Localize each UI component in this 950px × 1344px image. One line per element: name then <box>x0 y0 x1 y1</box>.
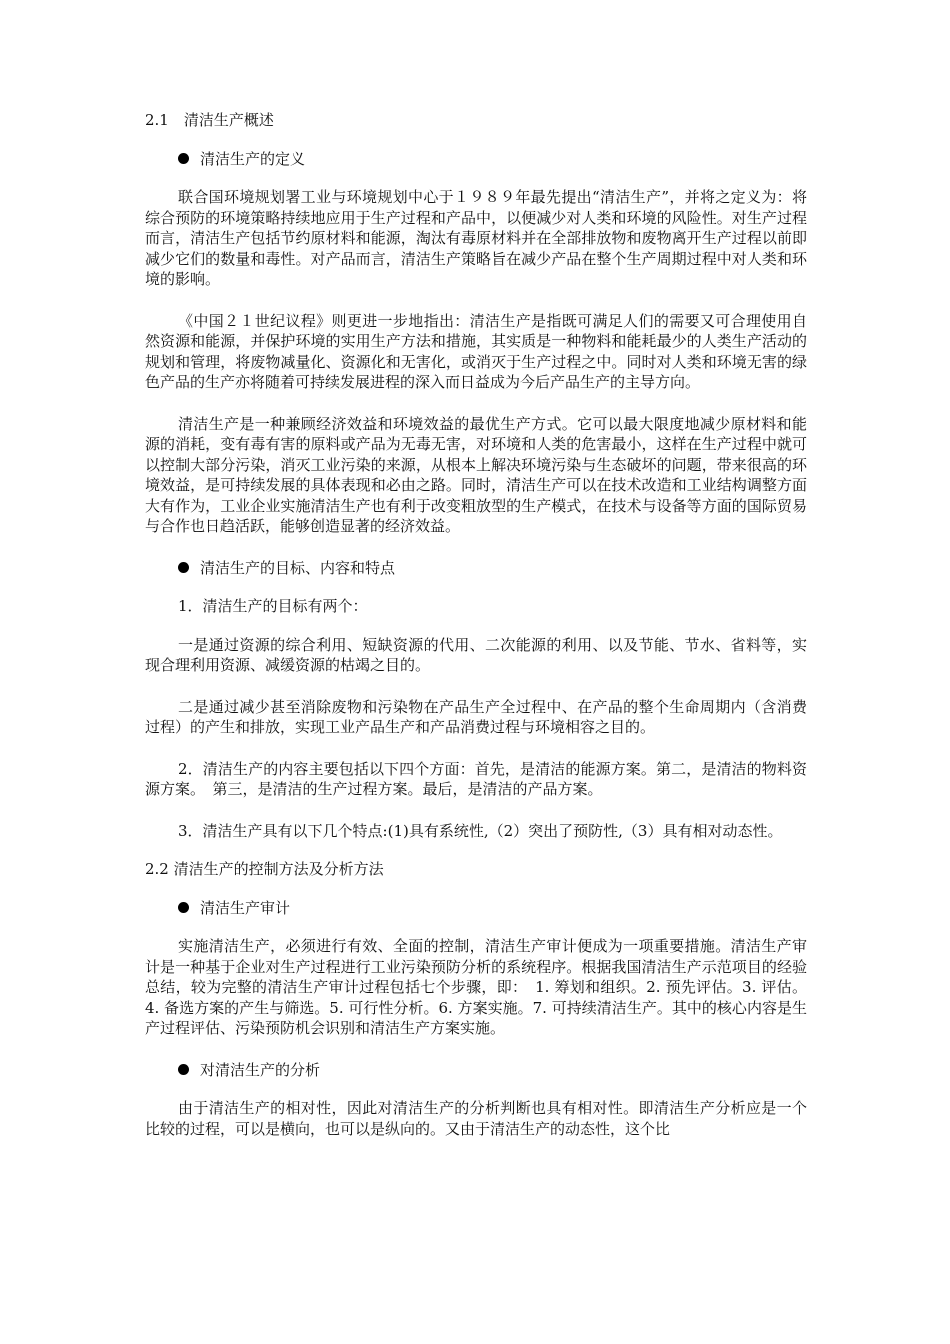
bullet-icon <box>178 902 189 913</box>
paragraph-optimal-production: 清洁生产是一种兼顾经济效益和环境效益的最优生产方式。它可以最大限度地减少原材料和能源的消耗，变有毒有害的原料或产品为无毒无害，对环境和人类的危害最小，这样在生产过程中就可以控制大部分污染，消灭工业污染的来源，从根本上解决环境污染与生态破坏的问题，带来很高的环境效益，是可持续发展的具体表现和必由之路。同时，清洁生产可以在技术改造和工业结构调整方面大有作为，工业企业实施清洁生产也有利于改变粗放型的生产模式，在技术与设备等方面的国际贸易与合作也日趋活跃，能够创造显著的经济效益。 <box>145 414 807 535</box>
bullet-icon <box>178 562 189 573</box>
bullet-label: 清洁生产的目标、内容和特点 <box>200 558 396 577</box>
paragraph-china-agenda-21: 《中国２１世纪议程》则更进一步地指出：清洁生产是指既可满足人们的需要又可合理使用自然资源和能源，并保护环境的实用生产方法和措施，其实质是一种物料和能耗最少的人类生产活动的规划和管理，将废物减量化、资源化和无害化，或消灭于生产过程之中。同时对人类和环境无害的绿色产品的生产亦将随着可持续发展进程的深入而日益成为今后产品生产的主导方向。 <box>145 311 807 391</box>
bullet-icon <box>178 1064 189 1075</box>
paragraph-unep-definition: 联合国环境规划署工业与环境规划中心于１９８９年最先提出“清洁生产”，并将之定义为：将综合预防的环境策略持续地应用于生产过程和产品中，以便减少对人类和环境的风险性。对生产过程而言，清洁生产包括节约原材料和能源，淘汰有毒原材料并在全部排放物和废物离开生产过程以前即减少它们的数量和毒性。对产品而言，清洁生产策略旨在减少产品在整个生产周期过程中对人类和环境的影响。 <box>145 188 807 288</box>
bullet-analysis <box>145 1060 807 1081</box>
bullet-audit <box>145 898 807 919</box>
bullet-goals-content-features <box>145 558 807 579</box>
paragraph-audit: 实施清洁生产，必须进行有效、全面的控制，清洁生产审计便成为一项重要措施。清洁生产审计是一种基于企业对生产过程进行工业污染预防分析的系统程序。根据我国清洁生产示范项目的经验总结，较为完整的清洁生产审计过程包括七个步骤，即： 1. 筹划和组织。2. 预先评估。3. 评估。4. 备选方案的产生与筛选。5. 可行性分析。6. 方案实施。7. 可持续清洁生产。其中的核心内容是生产过程评估、污染预防机会识别和清洁生产方案实施。 <box>145 937 807 1037</box>
document-page <box>145 110 807 1160</box>
bullet-label: 对清洁生产的分析 <box>200 1060 321 1079</box>
bullet-definition <box>145 149 807 170</box>
section-2-1-title: 2.1 清洁生产概述 <box>145 111 274 129</box>
bullet-label: 清洁生产的定义 <box>200 149 306 168</box>
paragraph-features: 3．清洁生产具有以下几个特点:(1)具有系统性,（2）突出了预防性,（3）具有相对动态性。 <box>178 821 783 840</box>
paragraph-content: 2．清洁生产的内容主要包括以下四个方面：首先，是清洁的能源方案。第二，是清洁的物料资源方案。 第三，是清洁的生产过程方案。最后，是清洁的产品方案。 <box>145 759 807 798</box>
paragraph-goals-intro: 1．清洁生产的目标有两个： <box>178 597 368 615</box>
paragraph-goal-two: 二是通过减少甚至消除废物和污染物在产品生产全过程中、在产品的整个生命周期内（含消费过程）的产生和排放，实现工业产品生产和产品消费过程与环境相容之目的。 <box>145 697 807 736</box>
paragraph-analysis: 由于清洁生产的相对性，因此对清洁生产的分析判断也具有相对性。即清洁生产分析应是一个比较的过程，可以是横向，也可以是纵向的。又由于清洁生产的动态性，这个比 <box>145 1099 807 1138</box>
section-2-2-title: 2.2 清洁生产的控制方法及分析方法 <box>145 860 384 878</box>
bullet-label: 清洁生产审计 <box>200 898 291 917</box>
bullet-icon <box>178 153 189 164</box>
paragraph-goal-one: 一是通过资源的综合利用、短缺资源的代用、二次能源的利用、以及节能、节水、省料等，实现合理利用资源、减缓资源的枯竭之目的。 <box>145 635 807 674</box>
